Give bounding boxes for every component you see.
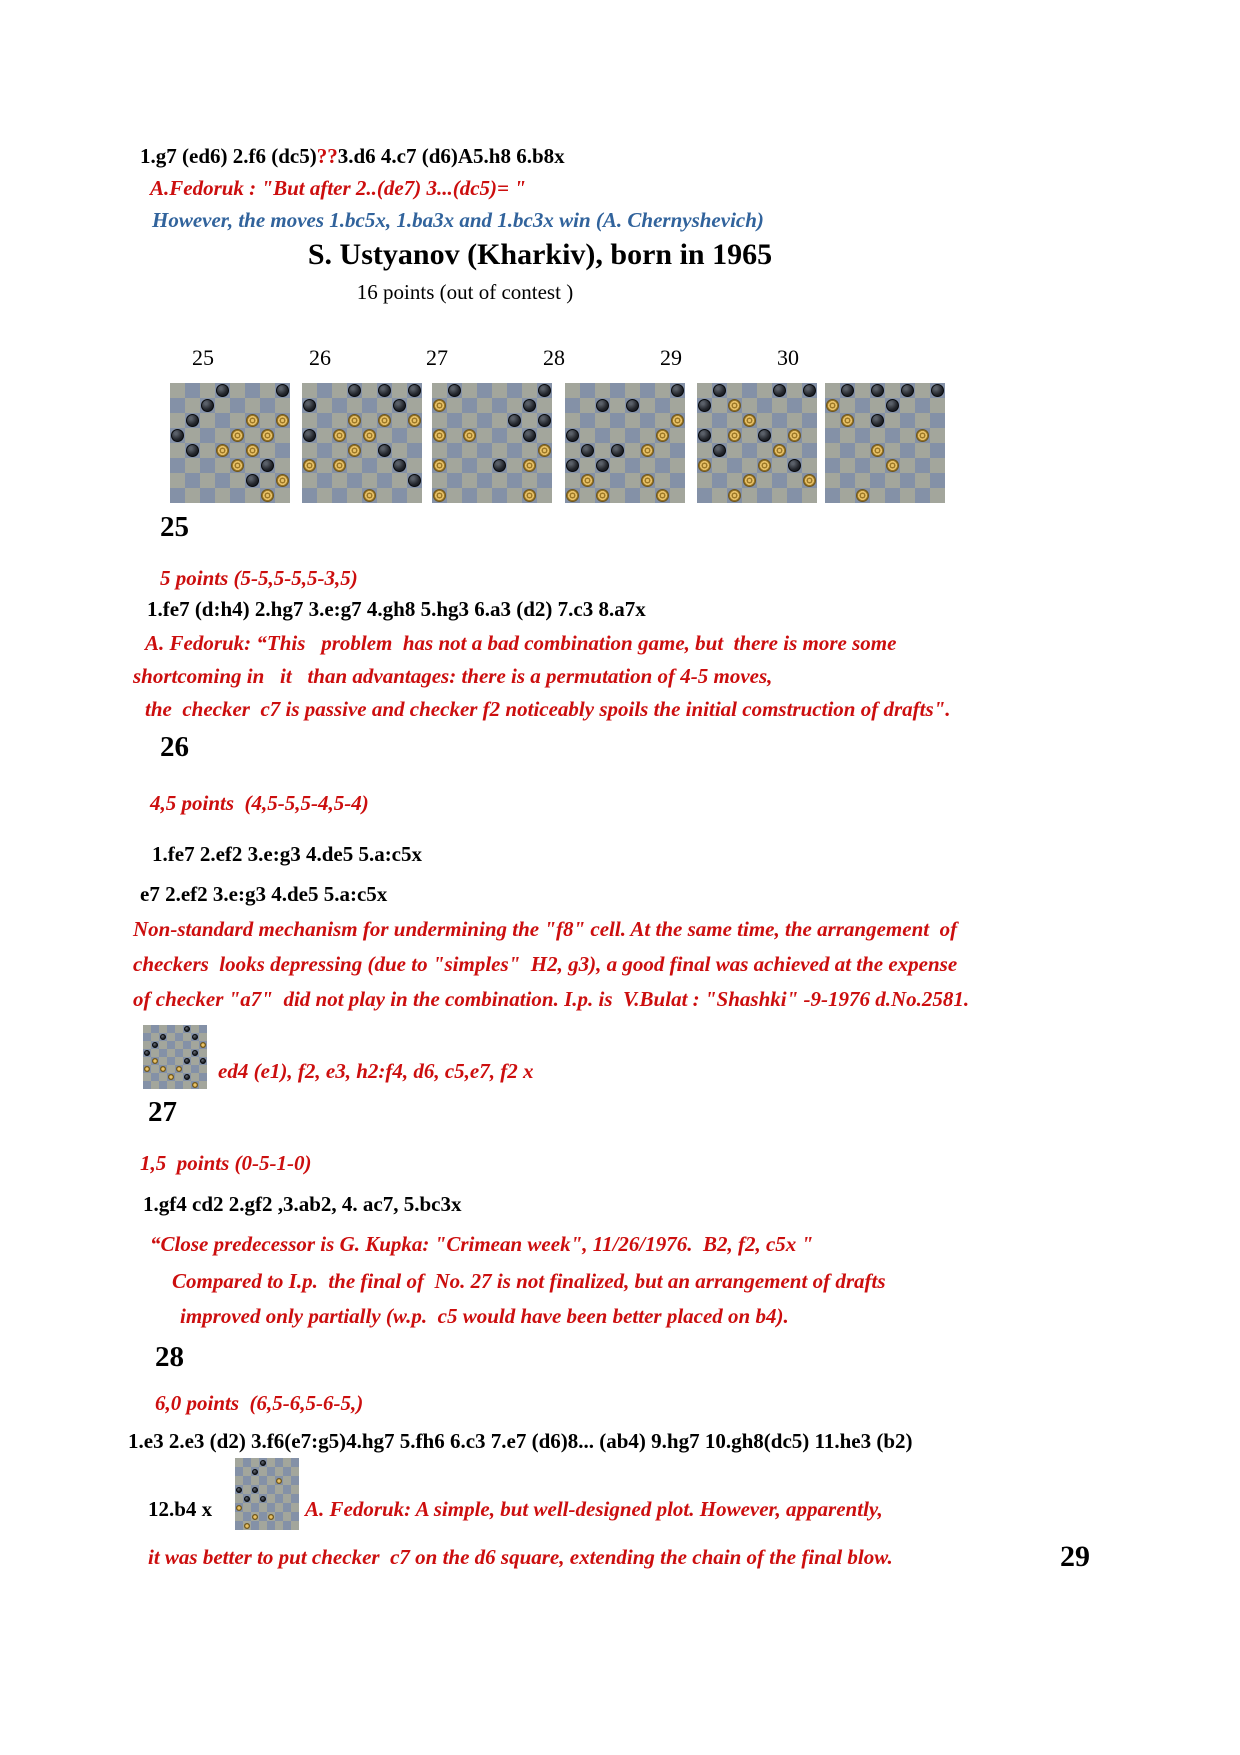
- black-checker-piece: [393, 459, 406, 472]
- black-checker-piece: [200, 1058, 206, 1064]
- black-checker-piece: [186, 414, 199, 427]
- black-checker-piece: [393, 399, 406, 412]
- gold-checker-piece: [656, 429, 669, 442]
- gold-checker-piece: [641, 474, 654, 487]
- gold-checker-piece: [728, 399, 741, 412]
- black-checker-piece: [448, 384, 461, 397]
- gold-checker-piece: [261, 429, 274, 442]
- section-26-heading: 26: [160, 731, 189, 763]
- black-checker-piece: [303, 399, 316, 412]
- diagram-label-25: 25: [192, 345, 214, 370]
- gold-checker-piece: [886, 459, 899, 472]
- gold-checker-piece: [276, 414, 289, 427]
- gold-checker-piece: [773, 444, 786, 457]
- gold-checker-piece: [566, 489, 579, 502]
- black-checker-piece: [184, 1058, 190, 1064]
- gold-checker-piece: [433, 459, 446, 472]
- gold-checker-piece: [378, 414, 391, 427]
- page-number: 29: [1060, 1540, 1090, 1573]
- checkers-diagram-28: [565, 383, 685, 503]
- black-checker-piece: [698, 429, 711, 442]
- black-checker-piece: [803, 384, 816, 397]
- black-checker-piece: [260, 1460, 266, 1466]
- section-26-comment-2: checkers looks depressing (due to "simples" H2, g3), a good final was achieved at the expense: [133, 952, 958, 976]
- black-checker-piece: [160, 1034, 166, 1040]
- gold-checker-piece: [596, 489, 609, 502]
- diagram-label-27: 27: [426, 345, 448, 370]
- black-checker-piece: [871, 414, 884, 427]
- section-28-comment-2: it was better to put checker c7 on the d6 square, extending the chain of the final blow.: [148, 1545, 893, 1569]
- gold-checker-piece: [244, 1523, 250, 1529]
- gold-checker-piece: [252, 1514, 258, 1520]
- gold-checker-piece: [276, 474, 289, 487]
- section-27-comment-3: improved only partially (w.p. c5 would have been better placed on b4).: [180, 1304, 789, 1328]
- black-checker-piece: [596, 459, 609, 472]
- black-checker-piece: [713, 444, 726, 457]
- gold-checker-piece: [333, 459, 346, 472]
- black-checker-piece: [244, 1496, 250, 1502]
- black-checker-piece: [773, 384, 786, 397]
- checkers-diagram-26: [302, 383, 422, 503]
- page-title: S. Ustyanov (Kharkiv), born in 1965: [307, 238, 773, 271]
- section-26-comment-3: of checker "a7" did not play in the combination. I.p. is V.Bulat : "Shashki" -9-1976 d.No.2581.: [133, 987, 970, 1011]
- gold-checker-piece: [826, 399, 839, 412]
- gold-checker-piece: [538, 444, 551, 457]
- intro-blunder-marks: ??: [316, 144, 338, 168]
- diagram-label-26: 26: [309, 345, 331, 370]
- gold-checker-piece: [788, 429, 801, 442]
- gold-checker-piece: [231, 429, 244, 442]
- gold-checker-piece: [743, 414, 756, 427]
- black-checker-piece: [698, 399, 711, 412]
- diagram-label-28: 28: [543, 345, 565, 370]
- section-26-moves-2: e7 2.ef2 3.e:g3 4.de5 5.a:c5x: [140, 882, 388, 906]
- section-27-comment-1: “Close predecessor is G. Kupka: "Crimean week", 11/26/1976. B2, f2, c5x ": [150, 1232, 814, 1256]
- intro-fedoruk-note: A.Fedoruk : "But after 2..(de7) 3...(dc5)= ": [150, 176, 526, 200]
- gold-checker-piece: [916, 429, 929, 442]
- black-checker-piece: [216, 384, 229, 397]
- black-checker-piece: [184, 1074, 190, 1080]
- gold-checker-piece: [160, 1066, 166, 1072]
- intro-moves-part2: 3.d6 4.c7 (d6)A5.h8 6.b8x: [337, 144, 565, 168]
- black-checker-piece: [493, 459, 506, 472]
- gold-checker-piece: [463, 429, 476, 442]
- section-27-moves: 1.gf4 cd2 2.gf2 ,3.ab2, 4. ac7, 5.bc3x: [143, 1192, 462, 1216]
- checkers-diagram-25: [170, 383, 290, 503]
- black-checker-piece: [171, 429, 184, 442]
- gold-checker-piece: [348, 444, 361, 457]
- gold-checker-piece: [363, 429, 376, 442]
- checkers-diagram-30: [825, 383, 945, 503]
- black-checker-piece: [348, 384, 361, 397]
- black-checker-piece: [626, 399, 639, 412]
- black-checker-piece: [871, 384, 884, 397]
- black-checker-piece: [236, 1487, 242, 1493]
- gold-checker-piece: [433, 489, 446, 502]
- intro-chernyshevich-note: However, the moves 1.bc5x, 1.ba3x and 1.bc3x win (A. Chernyshevich): [152, 208, 764, 232]
- gold-checker-piece: [841, 414, 854, 427]
- section-26-points: 4,5 points (4,5-5,5-4,5-4): [150, 791, 369, 815]
- black-checker-piece: [841, 384, 854, 397]
- gold-checker-piece: [268, 1514, 274, 1520]
- gold-checker-piece: [641, 444, 654, 457]
- gold-checker-piece: [871, 444, 884, 457]
- black-checker-piece: [192, 1034, 198, 1040]
- gold-checker-piece: [236, 1505, 242, 1511]
- section-25-comment-2: shortcoming in it than advantages: there is a permutation of 4-5 moves,: [133, 664, 773, 688]
- gold-checker-piece: [200, 1042, 206, 1048]
- gold-checker-piece: [523, 489, 536, 502]
- section-25-comment-3: the checker c7 is passive and checker f2 noticeably spoils the initial comstruction of drafts".: [145, 697, 951, 721]
- gold-checker-piece: [176, 1066, 182, 1072]
- black-checker-piece: [184, 1026, 190, 1032]
- gold-checker-piece: [523, 459, 536, 472]
- section-25-comment-1: A. Fedoruk: “This problem has not a bad combination game, but there is more some: [145, 631, 897, 655]
- checkers-diagram-29: [697, 383, 817, 503]
- intro-moves-line: [140, 145, 565, 168]
- gold-checker-piece: [743, 474, 756, 487]
- section-28-comment-1: A. Fedoruk: A simple, but well-designed plot. However, apparently,: [305, 1497, 883, 1521]
- section-26-comment-1: Non-standard mechanism for undermining the "f8" cell. At the same time, the arrangement of: [133, 917, 958, 941]
- black-checker-piece: [596, 399, 609, 412]
- black-checker-piece: [276, 384, 289, 397]
- inline-diagram-28: [235, 1458, 299, 1530]
- section-28-moves: 1.e3 2.e3 (d2) 3.f6(e7:g5)4.hg7 5.fh6 6.c3 7.e7 (d6)8... (ab4) 9.hg7 10.gh8(dc5) 11.he3 (b2): [128, 1429, 913, 1453]
- black-checker-piece: [261, 459, 274, 472]
- black-checker-piece: [201, 399, 214, 412]
- gold-checker-piece: [246, 414, 259, 427]
- black-checker-piece: [192, 1050, 198, 1056]
- black-checker-piece: [246, 474, 259, 487]
- black-checker-piece: [378, 384, 391, 397]
- black-checker-piece: [566, 429, 579, 442]
- black-checker-piece: [523, 429, 536, 442]
- gold-checker-piece: [216, 444, 229, 457]
- black-checker-piece: [523, 399, 536, 412]
- section-28-moves-2: 12.b4 x: [148, 1497, 213, 1521]
- black-checker-piece: [671, 384, 684, 397]
- gold-checker-piece: [433, 399, 446, 412]
- black-checker-piece: [408, 474, 421, 487]
- gold-checker-piece: [144, 1066, 150, 1072]
- black-checker-piece: [538, 384, 551, 397]
- gold-checker-piece: [698, 459, 711, 472]
- black-checker-piece: [566, 459, 579, 472]
- section-27-heading: 27: [148, 1096, 177, 1128]
- black-checker-piece: [611, 444, 624, 457]
- black-checker-piece: [186, 444, 199, 457]
- gold-checker-piece: [728, 429, 741, 442]
- section-28-heading: 28: [155, 1341, 184, 1373]
- black-checker-piece: [538, 414, 551, 427]
- black-checker-piece: [581, 444, 594, 457]
- gold-checker-piece: [276, 1478, 282, 1484]
- black-checker-piece: [152, 1042, 158, 1048]
- gold-checker-piece: [231, 459, 244, 472]
- gold-checker-piece: [408, 414, 421, 427]
- gold-checker-piece: [192, 1082, 198, 1088]
- black-checker-piece: [252, 1487, 258, 1493]
- page-subtitle: 16 points (out of contest ): [356, 280, 574, 304]
- section-26-moves-1: 1.fe7 2.ef2 3.e:g3 4.de5 5.a:c5x: [152, 842, 423, 866]
- checkers-diagram-27: [432, 383, 552, 503]
- black-checker-piece: [758, 429, 771, 442]
- section-28-points: 6,0 points (6,5-6,5-6-5,): [155, 1391, 364, 1415]
- black-checker-piece: [260, 1496, 266, 1502]
- gold-checker-piece: [303, 459, 316, 472]
- diagram-label-29: 29: [660, 345, 682, 370]
- section-25-points: 5 points (5-5,5-5,5-3,5): [160, 566, 358, 590]
- black-checker-piece: [252, 1469, 258, 1475]
- section-25-moves: 1.fe7 (d:h4) 2.hg7 3.e:g7 4.gh8 5.hg3 6.a3 (d2) 7.c3 8.a7x: [147, 597, 646, 621]
- gold-checker-piece: [656, 489, 669, 502]
- black-checker-piece: [931, 384, 944, 397]
- gold-checker-piece: [758, 459, 771, 472]
- inline-diagram-26: [143, 1025, 207, 1089]
- section-27-comment-2: Compared to I.p. the final of No. 27 is not finalized, but an arrangement of drafts: [172, 1269, 886, 1293]
- diagram-label-30: 30: [777, 345, 799, 370]
- black-checker-piece: [378, 444, 391, 457]
- section-27-points: 1,5 points (0-5-1-0): [140, 1151, 312, 1175]
- black-checker-piece: [408, 384, 421, 397]
- section-26-inline-note: ed4 (e1), f2, e3, h2:f4, d6, c5,e7, f2 x: [218, 1059, 534, 1083]
- black-checker-piece: [886, 399, 899, 412]
- gold-checker-piece: [246, 444, 259, 457]
- section-25-heading: 25: [160, 511, 189, 543]
- gold-checker-piece: [261, 489, 274, 502]
- gold-checker-piece: [152, 1058, 158, 1064]
- gold-checker-piece: [581, 474, 594, 487]
- gold-checker-piece: [728, 489, 741, 502]
- black-checker-piece: [508, 414, 521, 427]
- gold-checker-piece: [363, 489, 376, 502]
- gold-checker-piece: [433, 429, 446, 442]
- gold-checker-piece: [348, 414, 361, 427]
- black-checker-piece: [901, 384, 914, 397]
- black-checker-piece: [788, 459, 801, 472]
- gold-checker-piece: [671, 414, 684, 427]
- gold-checker-piece: [333, 429, 346, 442]
- gold-checker-piece: [803, 474, 816, 487]
- black-checker-piece: [713, 384, 726, 397]
- intro-moves-part1: 1.g7 (ed6) 2.f6 (dc5): [140, 144, 317, 168]
- gold-checker-piece: [856, 489, 869, 502]
- gold-checker-piece: [168, 1074, 174, 1080]
- black-checker-piece: [303, 429, 316, 442]
- black-checker-piece: [144, 1050, 150, 1056]
